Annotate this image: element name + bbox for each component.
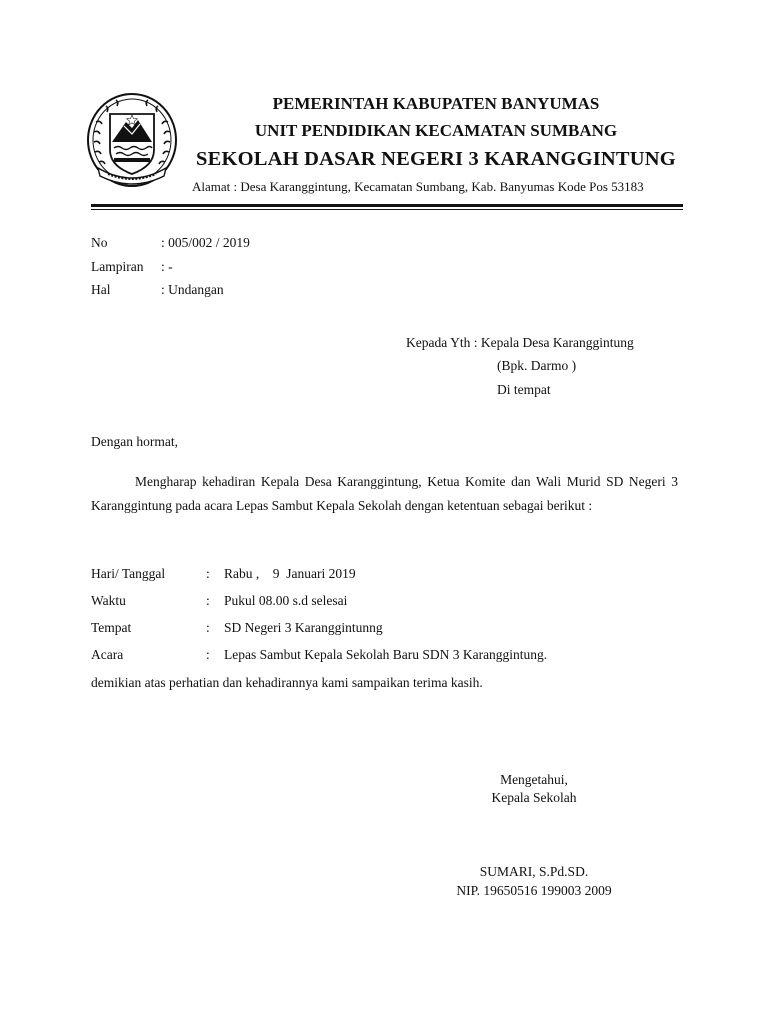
salutation: Dengan hormat, [91, 434, 178, 449]
header-divider-thin [91, 209, 683, 210]
closing-sentence: demikian atas perhatian dan kehadirannya kami sampaikan terima kasih. [91, 675, 483, 690]
signature-name: SUMARI, S.Pd.SD. [479, 864, 589, 879]
signature-nip: NIP. 19650516 199003 2009 [456, 883, 612, 898]
recipient-line: Kepada Yth : Kepala Desa Karanggintung [406, 335, 634, 350]
header-divider-thick [91, 204, 683, 207]
body-paragraph: Mengharap kehadiran Kepala Desa Karanggintung, Ketua Komite dan Wali Murid SD Negeri 3 Karanggintung pada acara Lepas Sambut Kepala Sekolah dengan ketentuan sebagai berikut : [91, 474, 678, 513]
meta-hal-label: Hal [91, 282, 111, 297]
header-school-name: SEKOLAH DASAR NEGERI 3 KARANGGINTUNG [196, 148, 676, 170]
meta-lampiran-label: Lampiran [91, 259, 144, 274]
detail-value: Lepas Sambut Kepala Sekolah Baru SDN 3 Karanggintung. [224, 647, 548, 662]
detail-label: Hari/ Tanggal [91, 566, 166, 581]
detail-value: Rabu , 9 Januari 2019 [224, 566, 356, 581]
detail-colon: : [206, 647, 210, 662]
recipient-name: (Bpk. Darmo ) [497, 358, 577, 373]
detail-label: Tempat [91, 620, 132, 635]
banyumas-regency-emblem-icon [86, 92, 178, 188]
signature-acknowledged: Mengetahui, [500, 772, 568, 787]
detail-colon: : [206, 620, 210, 635]
detail-label: Waktu [91, 593, 126, 608]
recipient-place: Di tempat [497, 382, 551, 397]
detail-value: SD Negeri 3 Karanggintunng [224, 620, 383, 635]
meta-hal-value: : Undangan [161, 282, 224, 297]
detail-value: Pukul 08.00 s.d selesai [224, 593, 348, 608]
detail-label: Acara [91, 647, 124, 662]
header-education-unit: UNIT PENDIDIKAN KECAMATAN SUMBANG [254, 121, 618, 140]
detail-colon: : [206, 593, 210, 608]
header-address: Alamat : Desa Karanggintung, Kecamatan Sumbang, Kab. Banyumas Kode Pos 53183 [192, 179, 644, 194]
detail-colon: : [206, 566, 210, 581]
meta-no-label: No [91, 235, 108, 250]
signature-title: Kepala Sekolah [491, 790, 577, 805]
meta-lampiran-value: : - [161, 259, 173, 274]
header-government: PEMERINTAH KABUPATEN BANYUMAS [272, 94, 600, 113]
meta-no-value: : 005/002 / 2019 [161, 235, 250, 250]
